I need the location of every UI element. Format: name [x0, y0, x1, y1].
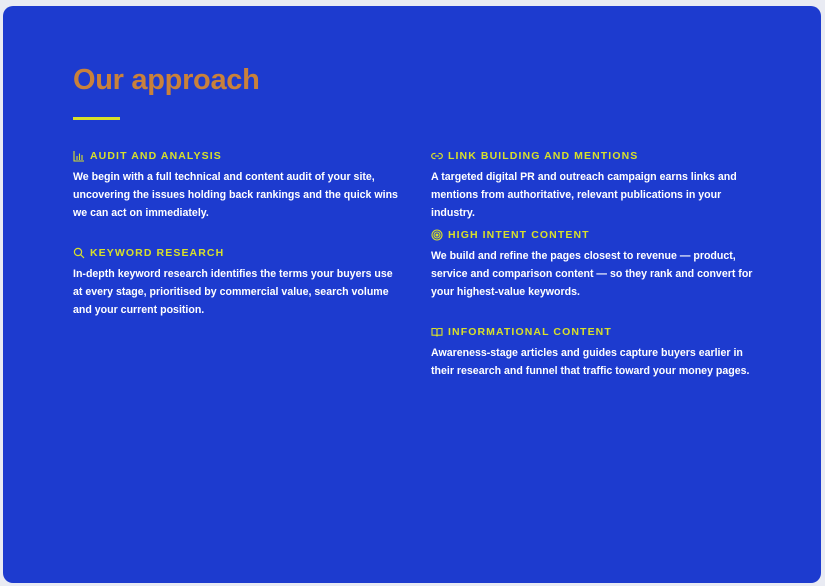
item-description: A targeted digital PR and outreach campaign earns links and mentions from authoritative, relevant publications in your industry. — [431, 171, 737, 219]
search-icon — [73, 247, 85, 259]
section-title: Our approach — [73, 64, 260, 96]
item-title: AUDIT AND ANALYSIS — [90, 150, 222, 162]
item-description: We begin with a full technical and content audit of your site, uncovering the issues holding back rankings and the quick wins we can act on immediately. — [73, 171, 398, 219]
item-high-intent-content — [431, 228, 761, 301]
link-icon — [431, 150, 443, 162]
book-icon — [431, 326, 443, 338]
item-keyword-research — [73, 246, 403, 319]
item-informational-content — [431, 325, 761, 381]
approach-panel — [3, 6, 821, 583]
item-audit-and-analysis — [73, 149, 403, 222]
item-title: HIGH INTENT CONTENT — [448, 229, 590, 241]
item-description: Awareness-stage articles and guides capture buyers earlier in their research and funnel that traffic toward your money pages. — [431, 347, 750, 377]
title-underline — [73, 117, 120, 120]
target-icon — [431, 229, 443, 241]
bar-chart-icon — [73, 150, 85, 162]
item-title: INFORMATIONAL CONTENT — [448, 326, 612, 338]
item-description: In-depth keyword research identifies the terms your buyers use at every stage, prioritised by commercial value, search volume and your current position. — [73, 268, 393, 316]
item-title: LINK BUILDING AND MENTIONS — [448, 150, 639, 162]
item-title: KEYWORD RESEARCH — [90, 247, 225, 259]
item-link-building — [431, 149, 761, 222]
item-description: We build and refine the pages closest to revenue — product, service and comparison content — so they rank and convert for your highest-value keywords. — [431, 250, 753, 298]
